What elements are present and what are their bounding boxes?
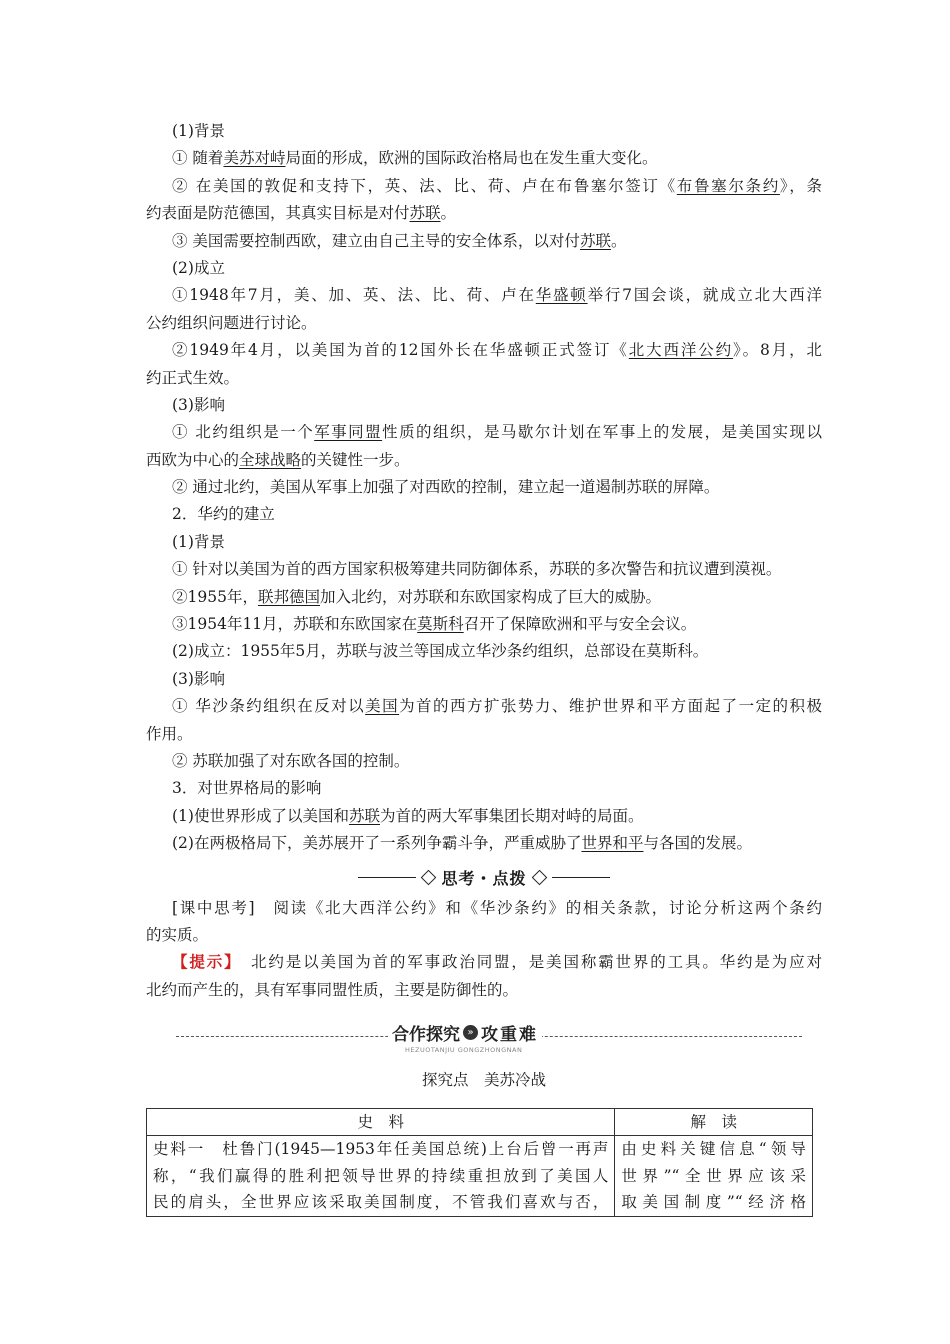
paragraph-line [146, 611, 822, 638]
paragraph-line [146, 255, 822, 282]
table-cell-interpretation [615, 1136, 813, 1217]
hint-line-2: 北约而产生的，具有军事同盟性质，主要是防御性的。 [146, 980, 519, 999]
cell-line: 史料一 杜鲁门(1945—1953年任美国总统)上台后曾一再声 [153, 1140, 609, 1158]
paragraph-line [146, 693, 822, 720]
section-title: 思考・点拨 [441, 869, 527, 889]
table-header-interpretation: 解 读 [615, 1109, 813, 1136]
text-segment: 作用。 [146, 724, 193, 743]
underlined-keyword: 联邦德国 [257, 587, 320, 606]
text-segment: ②1955年， [172, 587, 258, 606]
hint-line-1 [146, 949, 822, 976]
text-segment: (3)影响 [172, 395, 225, 414]
text-segment: ① 华沙条约组织在反对以 [172, 697, 366, 716]
underlined-keyword: 华盛顿 [535, 286, 588, 305]
underlined-keyword: 苏联 [348, 806, 380, 825]
text-segment: 举行7国会谈，就成立北大西洋 [587, 286, 822, 305]
text-segment: (1)使世界形成了以美国和 [172, 806, 349, 825]
text-segment: 召开了保障欧洲和平与安全会议。 [463, 615, 697, 634]
text-segment: ③ 美国需要控制西欧，建立由自己主导的安全体系，以对付 [172, 231, 580, 250]
paragraph-line [146, 228, 822, 255]
text-segment: ③1954年11月，苏联和东欧国家在 [172, 615, 418, 634]
table-header-row [147, 1109, 813, 1136]
paragraph-line [146, 529, 822, 556]
text-segment: ① 北约组织是一个 [172, 423, 315, 442]
paragraph-line [146, 419, 822, 446]
text-segment: 》，条 [779, 176, 822, 195]
section-banner [146, 1010, 822, 1062]
paragraph-line [146, 830, 822, 857]
text-segment: ① 针对以美国为首的西方国家积极筹建共同防御体系，苏联的多次警告和抗议遭到漠视。 [172, 560, 782, 579]
text-segment: 》。8月，北 [733, 341, 822, 360]
paragraph-line [146, 337, 822, 364]
paragraph-line [146, 748, 822, 775]
diamond-icon [531, 870, 547, 886]
text-segment: ② 在美国的敦促和支持下，英、法、比、荷、卢在布鲁塞尔签订《 [172, 176, 677, 195]
paragraph-line [146, 556, 822, 583]
think-line-1: [课中思考] 阅读《北大西洋公约》和《华沙条约》的相关条款，讨论分析这两个条约 [172, 898, 822, 917]
paragraph-line [146, 447, 822, 474]
underlined-keyword: 莫斯科 [417, 615, 464, 634]
paragraph-line [146, 392, 822, 419]
text-segment: (3)影响 [172, 669, 225, 688]
paragraph-line [146, 638, 822, 665]
paragraph-line [146, 474, 822, 501]
paragraph-line [146, 666, 822, 693]
text-segment: ② 苏联加强了对东欧各国的控制。 [172, 751, 410, 770]
text-segment: (1)背景 [172, 122, 225, 140]
text-segment: ①1948年7月，美、加、英、法、比、荷、卢在 [172, 286, 536, 305]
text-segment: (2)成立 [172, 258, 225, 277]
text-segment: 局面的形成，欧洲的国际政治格局也在发生重大变化。 [285, 149, 658, 168]
text-segment: 公约组织问题进行讨论。 [146, 313, 317, 332]
text-segment: ②1949年4月，以美国为首的12国外长在华盛顿正式签订《 [172, 341, 629, 360]
text-segment: (1)背景 [172, 532, 225, 551]
table-header-source: 史 料 [147, 1109, 615, 1136]
paragraph-line [146, 501, 822, 528]
text-segment: 。 [440, 204, 457, 223]
underlined-keyword: 全球战略 [239, 450, 302, 469]
paragraph-line [146, 200, 822, 227]
cell-line: 世界”“全世界应该采 [621, 1166, 806, 1185]
text-segment: 2．华约的建立 [172, 505, 275, 524]
cell-line: 取美国制度”“经济格 [621, 1193, 806, 1211]
paragraph-line [146, 118, 822, 145]
underlined-keyword: 苏联 [409, 204, 441, 223]
table-cell-source [147, 1136, 615, 1217]
text-body [146, 118, 822, 858]
banner-title-left: 合作探究 [392, 1024, 460, 1045]
underlined-keyword: 苏联 [579, 231, 611, 250]
text-segment: 性质的组织，是马歇尔计划在军事上的发展，是美国实现以 [382, 423, 822, 442]
paragraph-line [146, 310, 822, 337]
paragraph-line [146, 721, 822, 748]
section-divider [146, 861, 822, 895]
text-segment: ① 随着 [172, 149, 224, 168]
underlined-keyword: 布鲁塞尔条约 [676, 176, 780, 195]
text-segment: (2)成立：1955年5月，苏联与波兰等国成立华沙条约组织，总部设在莫斯科。 [172, 642, 709, 661]
text-segment: 的关键性一步。 [301, 450, 410, 469]
cell-line: 民的肩头，全世界应该采取美国制度，不管我们喜欢与否， [153, 1193, 609, 1211]
arrow-icon: » [463, 1025, 478, 1040]
text-segment: 为首的两大军事集团长期对峙的局面。 [379, 806, 644, 825]
text-segment: 。 [610, 231, 627, 250]
paragraph-line [146, 145, 822, 172]
text-segment: 西欧为中心的 [146, 450, 240, 469]
hint-text-1: 北约是以美国为首的军事政治同盟，是美国称霸世界的工具。华约是为应对 [233, 953, 822, 972]
underlined-keyword: 北大西洋公约 [628, 341, 734, 360]
cell-line: 由史料关键信息“领导 [621, 1140, 806, 1158]
underlined-keyword: 美苏对峙 [223, 149, 286, 168]
underlined-keyword: 世界和平 [581, 834, 644, 853]
explore-point-title: 探究点 美苏冷战 [421, 1071, 546, 1090]
table-row [147, 1136, 813, 1217]
text-segment: (2)在两极格局下，美苏展开了一系列争霸斗争，严重威胁了 [172, 834, 582, 853]
cell-line: 称，“我们赢得的胜利把领导世界的持续重担放到了美国人 [153, 1166, 609, 1185]
divider-line-left [358, 877, 416, 878]
text-segment: 约表面是防范德国，其真实目标是对付 [146, 204, 410, 223]
paragraph-line [146, 775, 822, 802]
hint-tag: 【提示】 [172, 953, 234, 972]
text-segment: 与各国的发展。 [643, 834, 752, 853]
think-line-2: 的实质。 [146, 925, 209, 944]
paragraph-line [146, 584, 822, 611]
banner-subtitle: HEZUOTANJIU GONGZHONGNAN [402, 1046, 525, 1054]
paragraph-line [146, 803, 822, 830]
paragraph-line [146, 282, 822, 309]
text-segment: 加入北约，对苏联和东欧国家构成了巨大的威胁。 [319, 587, 661, 606]
text-segment: 为首的西方扩张势力、维护世界和平方面起了一定的积极 [399, 697, 822, 716]
diamond-icon [421, 870, 437, 886]
underlined-keyword: 美国 [365, 697, 400, 716]
text-segment: 约正式生效。 [146, 368, 240, 387]
divider-line-right [552, 877, 610, 878]
underlined-keyword: 军事同盟 [314, 423, 383, 442]
paragraph-line [146, 365, 822, 392]
text-segment: 3．对世界格局的影响 [172, 779, 322, 798]
source-table [146, 1108, 813, 1217]
paragraph-line [146, 173, 822, 200]
banner-title-right: 攻重难 [481, 1024, 538, 1045]
main-content [146, 118, 822, 1094]
banner-title-box [388, 1016, 542, 1048]
text-segment: ② 通过北约，美国从军事上加强了对西欧的控制，建立起一道遏制苏联的屏障。 [172, 478, 720, 497]
